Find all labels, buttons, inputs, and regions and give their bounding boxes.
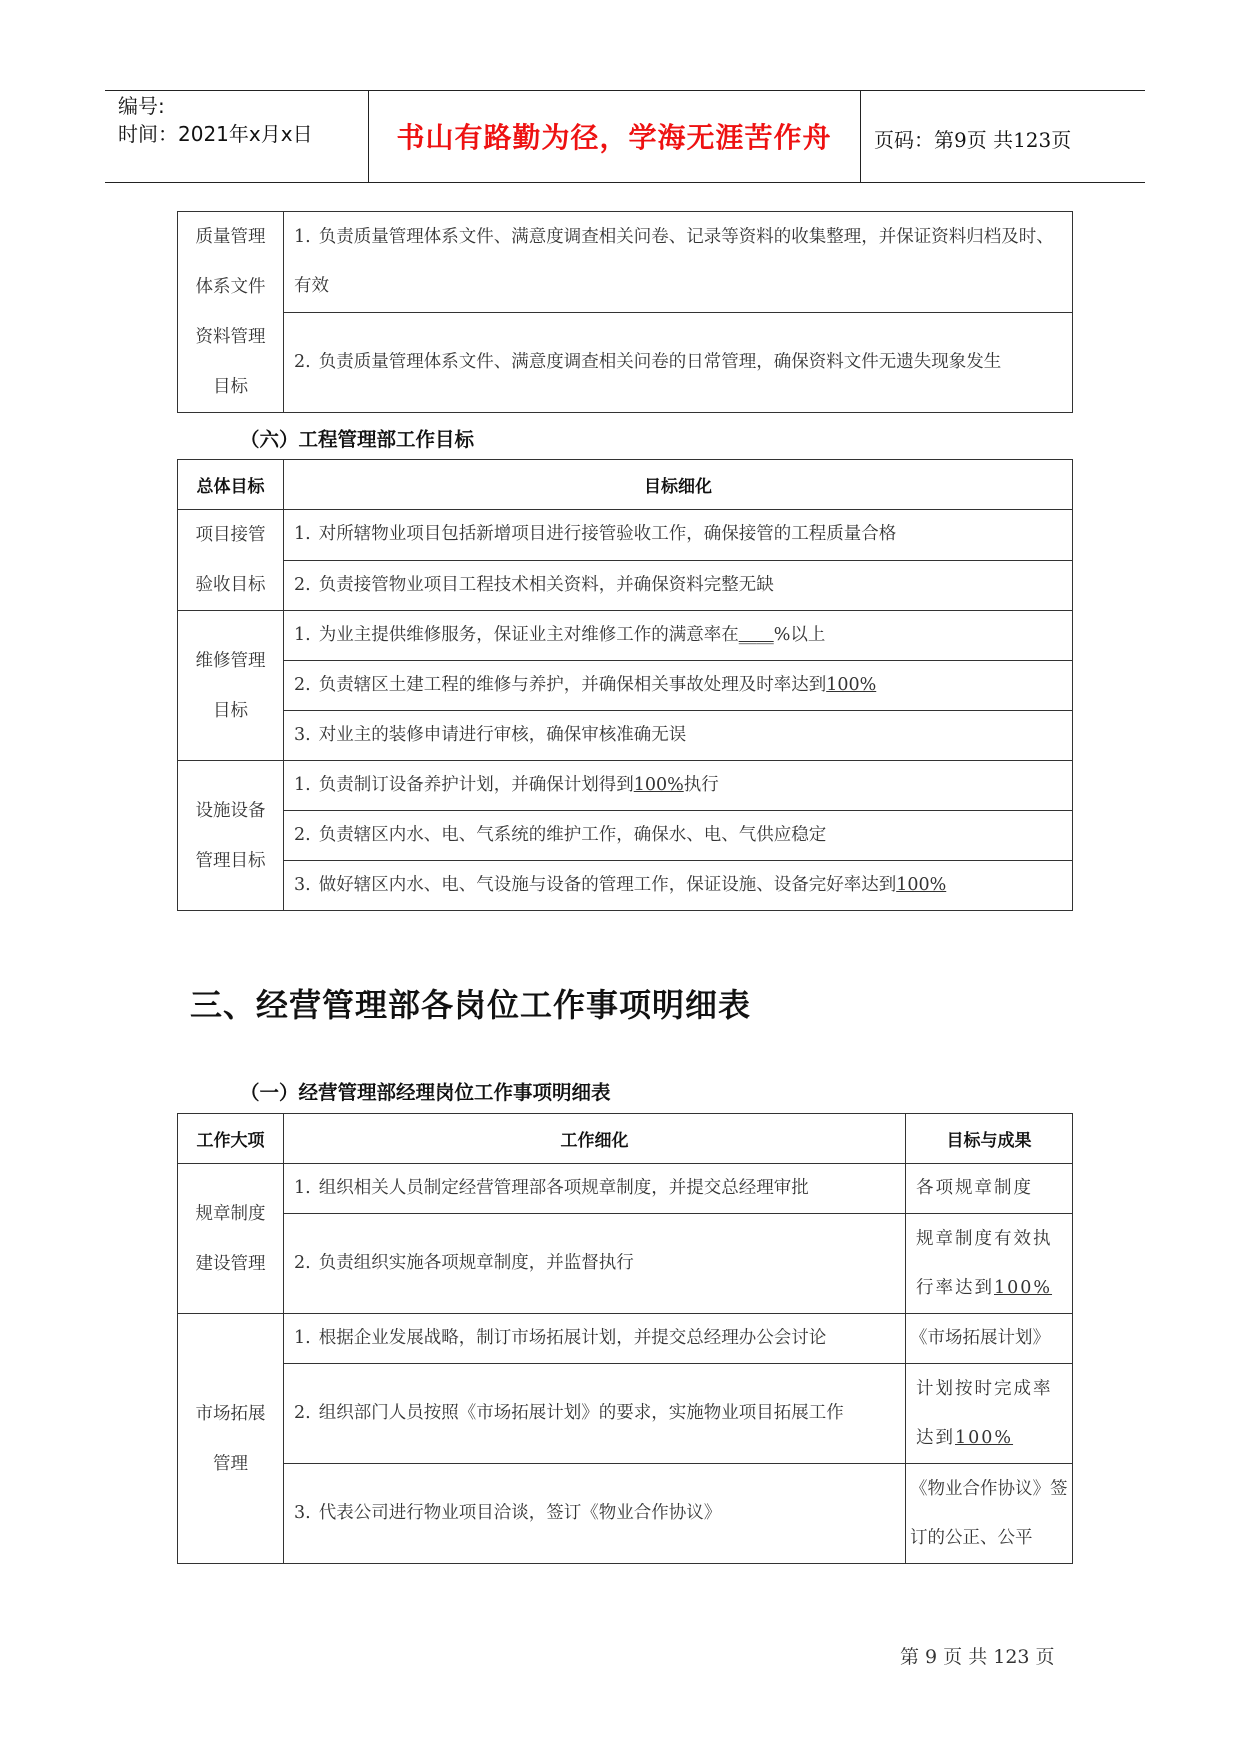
table-row [178, 1314, 1073, 1364]
table-row [178, 1214, 1073, 1314]
detail-cell: 2. 组织部门人员按照《市场拓展计划》的要求，实施物业项目拓展工作 [284, 1364, 906, 1464]
result-cell: 规章制度有效执行率达到100% [906, 1214, 1073, 1314]
table-row [178, 312, 1073, 413]
detail-cell: 3. 对业主的装修申请进行审核，确保审核准确无误 [284, 711, 1073, 761]
result-cell: 《物业合作协议》签订的公正、公平 [906, 1464, 1073, 1564]
table-row [178, 1364, 1073, 1464]
category-cell: 质量管理体系文件资料管理目标 [178, 212, 284, 413]
category-cell: 设施设备管理目标 [178, 761, 284, 911]
header-divider-left [368, 90, 369, 182]
detail-cell: 2. 负责接管物业项目工程技术相关资料，并确保资料完整无缺 [284, 560, 1073, 611]
section-title: 三、经营管理部各岗位工作事项明细表 [190, 986, 752, 1024]
detail-cell: 1. 为业主提供维修服务，保证业主对维修工作的满意率在____%以上 [284, 611, 1073, 661]
table-row [178, 711, 1073, 761]
category-cell: 项目接管验收目标 [178, 510, 284, 611]
column-header: 工作细化 [284, 1114, 906, 1164]
detail-cell: 3. 做好辖区内水、电、气设施与设备的管理工作，保证设施、设备完好率达到100% [284, 861, 1073, 911]
table-row [178, 611, 1073, 661]
table-row [178, 861, 1073, 911]
table-row [178, 1164, 1073, 1214]
business-heading: （一）经营管理部经理岗位工作事项明细表 [240, 1081, 611, 1104]
header-motto: 书山有路勤为径，学海无涯苦作舟 [396, 121, 832, 154]
result-cell: 计划按时完成率达到100% [906, 1364, 1073, 1464]
result-cell: 《市场拓展计划》 [906, 1314, 1073, 1364]
detail-cell: 1. 根据企业发展战略，制订市场拓展计划，并提交总经理办公会讨论 [284, 1314, 906, 1364]
engineering-heading: （六）工程管理部工作目标 [240, 428, 475, 451]
category-cell: 规章制度建设管理 [178, 1164, 284, 1314]
table-row [178, 811, 1073, 861]
column-header: 工作大项 [178, 1114, 284, 1164]
header-top-rule [105, 90, 1145, 91]
table-row [178, 510, 1073, 561]
detail-cell: 2. 负责质量管理体系文件、满意度调查相关问卷的日常管理，确保资料文件无遗失现象发生 [284, 312, 1073, 413]
category-cell: 维修管理目标 [178, 611, 284, 761]
header-left [118, 92, 313, 148]
business-table [177, 1113, 1073, 1564]
quality-table [177, 211, 1073, 413]
header-divider-right [860, 90, 861, 182]
table-header-row [178, 460, 1073, 510]
time-label: 时间：2021年x月x日 [118, 122, 313, 146]
detail-cell: 2. 负责辖区土建工程的维修与养护，并确保相关事故处理及时率达到100% [284, 661, 1073, 711]
page-footer: 第 9 页 共 123 页 [900, 1646, 1055, 1668]
detail-cell: 1. 组织相关人员制定经营管理部各项规章制度，并提交总经理审批 [284, 1164, 906, 1214]
header-page-label: 页码：第9页 共123页 [874, 128, 1072, 152]
table-row [178, 560, 1073, 611]
table-row [178, 661, 1073, 711]
detail-cell: 2. 负责组织实施各项规章制度，并监督执行 [284, 1214, 906, 1314]
engineering-table [177, 459, 1073, 911]
table-row [178, 212, 1073, 313]
column-header: 总体目标 [178, 460, 284, 510]
serial-label: 编号: [118, 94, 165, 118]
column-header: 目标细化 [284, 460, 1073, 510]
detail-cell: 3. 代表公司进行物业项目洽谈，签订《物业合作协议》 [284, 1464, 906, 1564]
detail-cell: 1. 负责制订设备养护计划，并确保计划得到100%执行 [284, 761, 1073, 811]
table-row [178, 1464, 1073, 1564]
column-header: 目标与成果 [906, 1114, 1073, 1164]
table-row [178, 761, 1073, 811]
category-cell: 市场拓展管理 [178, 1314, 284, 1564]
table-header-row [178, 1114, 1073, 1164]
header-bottom-rule [105, 182, 1145, 183]
detail-cell: 1. 负责质量管理体系文件、满意度调查相关问卷、记录等资料的收集整理，并保证资料归档及时、有效 [284, 212, 1073, 313]
result-cell: 各项规章制度 [906, 1164, 1073, 1214]
fill-blank: ____ [738, 625, 774, 645]
detail-cell: 2. 负责辖区内水、电、气系统的维护工作，确保水、电、气供应稳定 [284, 811, 1073, 861]
detail-cell: 1. 对所辖物业项目包括新增项目进行接管验收工作，确保接管的工程质量合格 [284, 510, 1073, 561]
